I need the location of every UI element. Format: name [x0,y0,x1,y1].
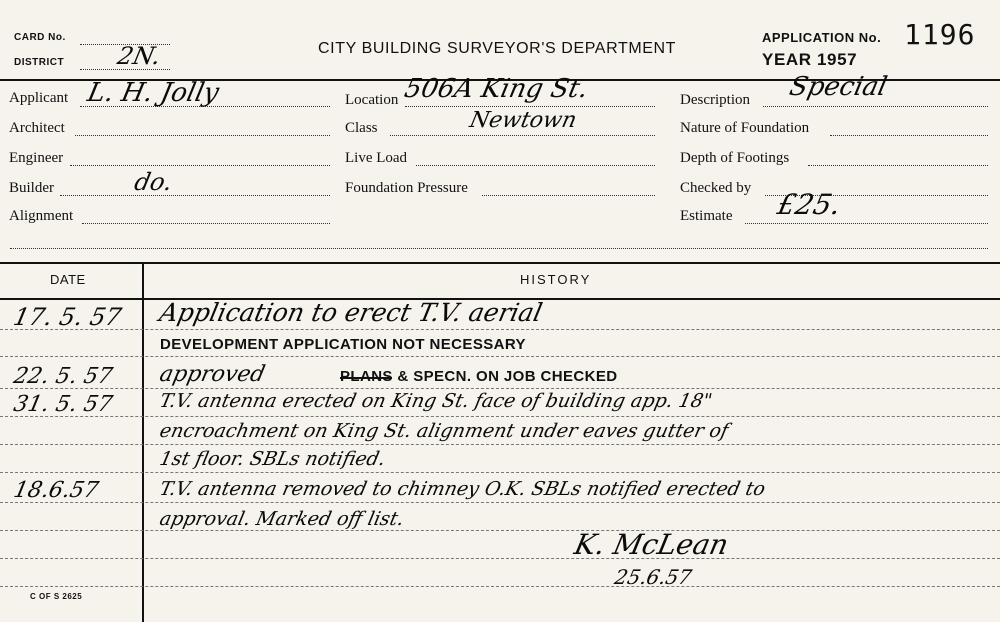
depth-of-footings-line [808,165,988,166]
entry-date: 18.6.57 [11,478,101,503]
applicant-label: Applicant [9,90,69,106]
location-label: Location [345,92,399,108]
ruled-line [0,329,1000,330]
depth-of-footings-label: Depth of Footings [680,150,790,166]
foundation-pressure-label: Foundation Pressure [345,180,468,196]
live-load-label: Live Load [345,150,408,166]
entry-text: approved [157,362,268,387]
location-value: 506A King St. [401,74,591,104]
fields-separator [10,248,988,249]
district-value: 2N. [115,42,164,70]
alignment-line [82,223,330,224]
application-no-label: APPLICATION No. [762,30,882,45]
entry-date: 31. 5. 57 [11,392,115,417]
entry-text: 1st floor. SBLs notified. [157,448,388,470]
engineer-line [70,165,330,166]
estimate-label: Estimate [680,208,733,224]
checked-by-label: Checked by [680,180,752,196]
department-title: CITY BUILDING SURVEYOR'S DEPARTMENT [318,40,677,57]
history-top-rule [0,262,1000,264]
district-label: DISTRICT [14,57,65,68]
entry-text: T.V. antenna removed to chimney O.K. SBLs notified erected to [157,478,768,500]
year-label: YEAR 1957 [762,50,858,69]
class-label: Class [345,120,378,136]
applicant-value: L. H. Jolly [84,78,222,108]
entry-text: encroachment on King St. alignment under eaves gutter of [157,420,731,442]
plans-strikethrough [340,377,392,379]
history-column-divider [142,262,144,622]
architect-label: Architect [9,120,65,136]
foundation-pressure-line [482,195,655,196]
live-load-line [416,165,655,166]
builder-value: do. [132,168,176,196]
ruled-line [0,472,1000,473]
description-label: Description [680,92,750,108]
class-line [390,135,655,136]
estimate-value: £25. [774,188,844,221]
ruled-line [0,388,1000,389]
ruled-line [0,444,1000,445]
class-value: Newtown [467,108,579,133]
builder-line [60,195,330,196]
engineer-label: Engineer [9,150,64,166]
date-header: DATE [50,272,86,287]
location-line [405,106,655,107]
plans-checked-stamp: PLANS & SPECN. ON JOB CHECKED [340,368,618,385]
ruled-line [0,356,1000,357]
entry-text: T.V. antenna erected on King St. face of building app. 18" [157,390,715,412]
nature-of-foundation-label: Nature of Foundation [680,120,810,136]
alignment-label: Alignment [9,208,74,224]
ruled-line [0,586,1000,587]
description-value: Special [786,72,890,102]
signature-date: 25.6.57 [612,565,694,589]
nature-of-foundation-line [830,135,988,136]
entry-date: 17. 5. 57 [11,303,124,331]
development-application-stamp: DEVELOPMENT APPLICATION NOT NECESSARY [160,336,526,353]
entry-text: Application to erect T.V. aerial [156,298,545,327]
history-header: HISTORY [520,272,592,287]
ruled-line [0,416,1000,417]
ruled-line [0,530,1000,531]
entry-text: approval. Marked off list. [157,508,407,530]
form-code: C OF S 2625 [30,592,83,601]
entry-date: 22. 5. 57 [11,364,115,389]
description-line [763,106,988,107]
application-no-value: 1196 [904,18,976,51]
ruled-line [0,502,1000,503]
signature: K. McLean [571,528,732,561]
estimate-line [745,223,988,224]
ruled-line [0,558,1000,559]
architect-line [75,135,330,136]
card-no-label: CARD No. [14,32,66,43]
builder-label: Builder [9,180,54,196]
